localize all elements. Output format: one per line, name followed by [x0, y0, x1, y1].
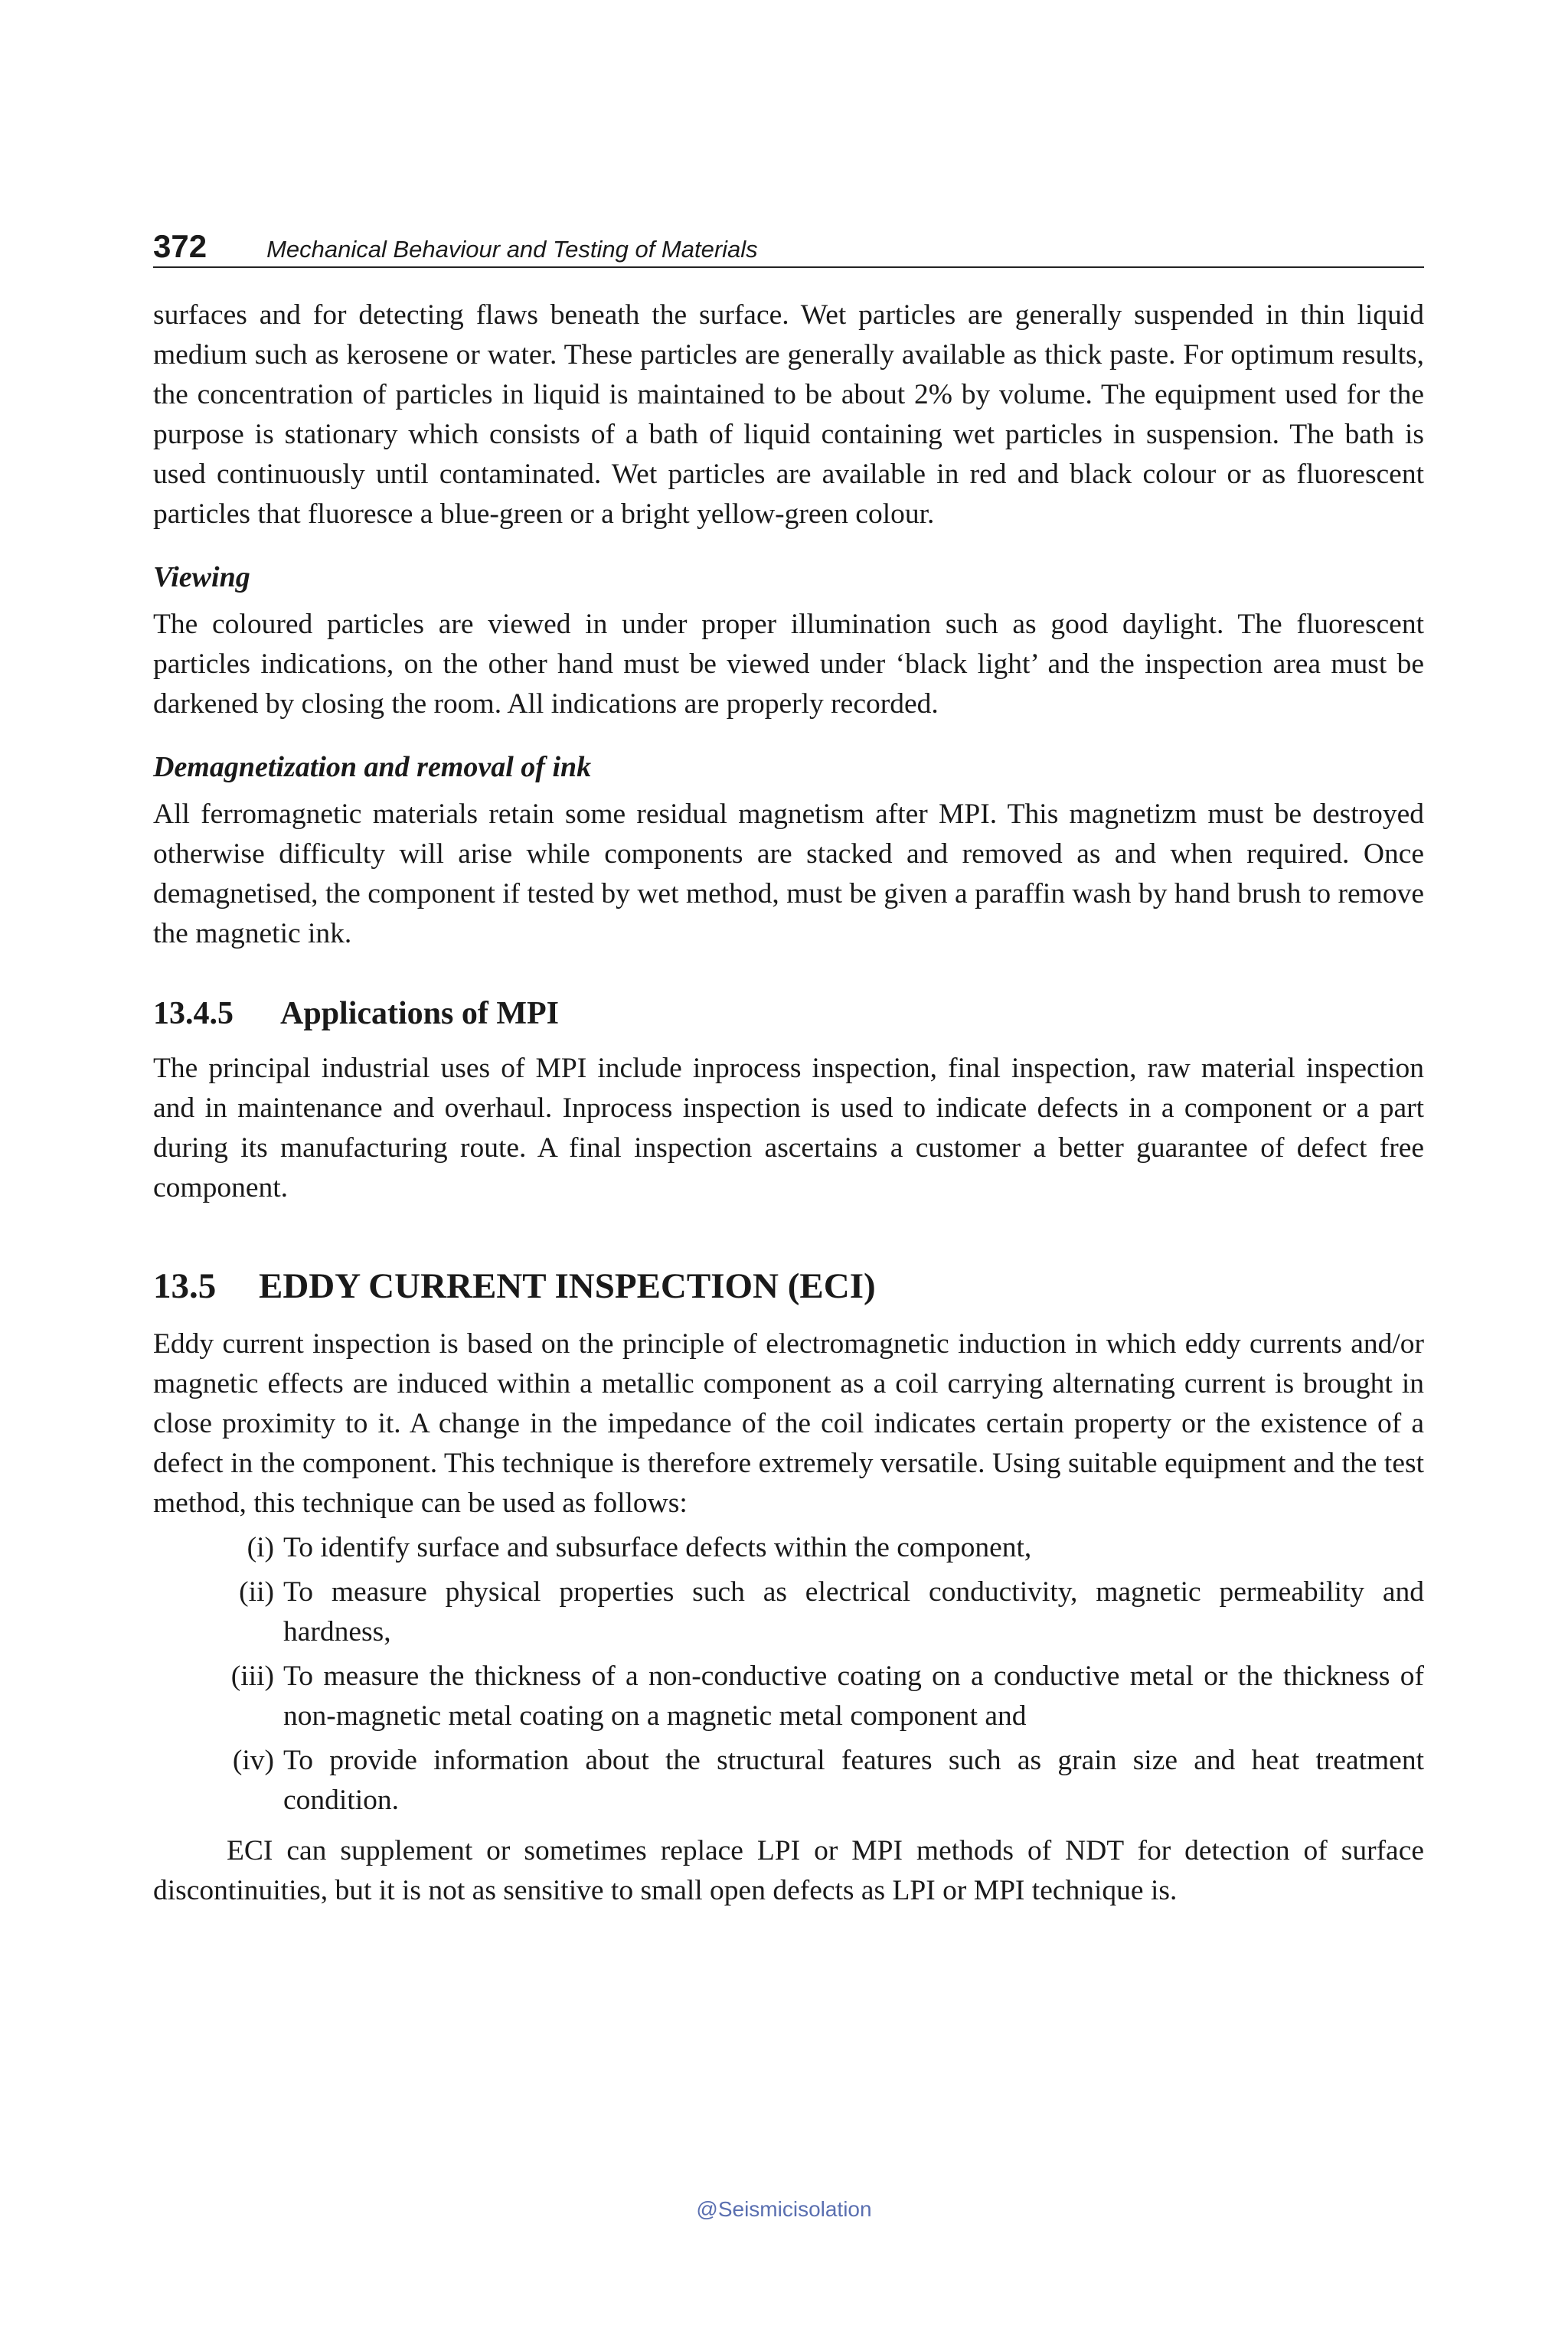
eci-uses-list [153, 1528, 1424, 1821]
list-item [153, 1741, 1424, 1821]
intro-paragraph: surfaces and for detecting flaws beneath the surface. Wet particles are generally suspended in thin liquid medium such as kerosene or water. These particles are generally available as thick paste. For optimum results, the concentration of particles in liquid is maintained to be about 2% by volume. The equipment used for the purpose is stationary which consists of a bath of liquid containing wet particles in suspension. The bath is used continuously until contaminated. Wet particles are available in red and black colour or as fluorescent particles that fluoresce a blue-green or a bright yellow-green colour. [153, 299, 1424, 530]
list-item [153, 1528, 1424, 1568]
applications-number: 13.4.5 [153, 996, 234, 1031]
viewing-heading: Viewing [153, 561, 250, 593]
applications-paragraph: The principal industrial uses of MPI include inprocess inspection, final inspection, raw material inspection and in maintenance and overhaul. Inprocess inspection is used to indicate defects in a component or a part during its manufacturing route. A final inspection ascertains a customer a better guarantee of defect free component. [153, 1053, 1424, 1203]
list-text: To measure physical properties such as electrical conductivity, magnetic permeability and hardness, [283, 1576, 1424, 1648]
page-number: 372 [153, 228, 207, 264]
applications-heading [153, 992, 1424, 1035]
running-head [153, 230, 1424, 268]
list-text: To identify surface and subsurface defects within the component, [283, 1532, 1032, 1563]
eci-heading [153, 1263, 1424, 1309]
list-text: To provide information about the structural features such as grain size and heat treatment condition. [283, 1745, 1424, 1816]
viewing-paragraph: The coloured particles are viewed in under proper illumination such as good daylight. The fluorescent particles indications, on the other hand must be viewed under ‘black light’ and the inspection area must be darkened by closing the room. All indications are properly recorded. [153, 609, 1424, 720]
list-marker: (i) [247, 1532, 274, 1563]
eci-title: EDDY CURRENT INSPECTION (ECI) [259, 1266, 876, 1306]
list-marker: (iii) [230, 1661, 274, 1692]
watermark: @Seismicisolation [696, 2197, 872, 2221]
demagnetization-heading: Demagnetization and removal of ink [153, 751, 592, 783]
applications-title: Applications of MPI [280, 996, 560, 1031]
list-item [153, 1657, 1424, 1736]
eci-number: 13.5 [153, 1266, 217, 1306]
book-title: Mechanical Behaviour and Testing of Materials [266, 236, 758, 263]
list-item [153, 1572, 1424, 1652]
page-content [153, 230, 1424, 1911]
list-text: To measure the thickness of a non-conductive coating on a conductive metal or the thickness of non-magnetic metal coating on a magnetic metal component and [283, 1661, 1424, 1732]
eci-paragraph: Eddy current inspection is based on the principle of electromagnetic induction in which eddy currents and/or magnetic effects are induced within a metallic component as a coil carrying alternating current is brought in close proximity to it. A change in the impedance of the coil indicates certain property or the existence of a defect in the component. This technique is therefore extremely versatile. Using suitable equipment and the test method, this technique can be used as follows: [153, 1328, 1424, 1519]
demagnetization-paragraph: All ferromagnetic materials retain some residual magnetism after MPI. This magnetizm must be destroyed otherwise difficulty will arise while components are stacked and removed as and when required. Once demagnetised, the component if tested by wet method, must be given a paraffin wash by hand brush to remove the magnetic ink. [153, 798, 1424, 949]
list-marker: (iv) [232, 1745, 274, 1776]
eci-closing-paragraph: ECI can supplement or sometimes replace LPI or MPI methods of NDT for detection of surface discontinuities, but it is not as sensitive to small open defects as LPI or MPI technique is. [153, 1835, 1424, 1906]
list-marker: (ii) [239, 1576, 274, 1608]
